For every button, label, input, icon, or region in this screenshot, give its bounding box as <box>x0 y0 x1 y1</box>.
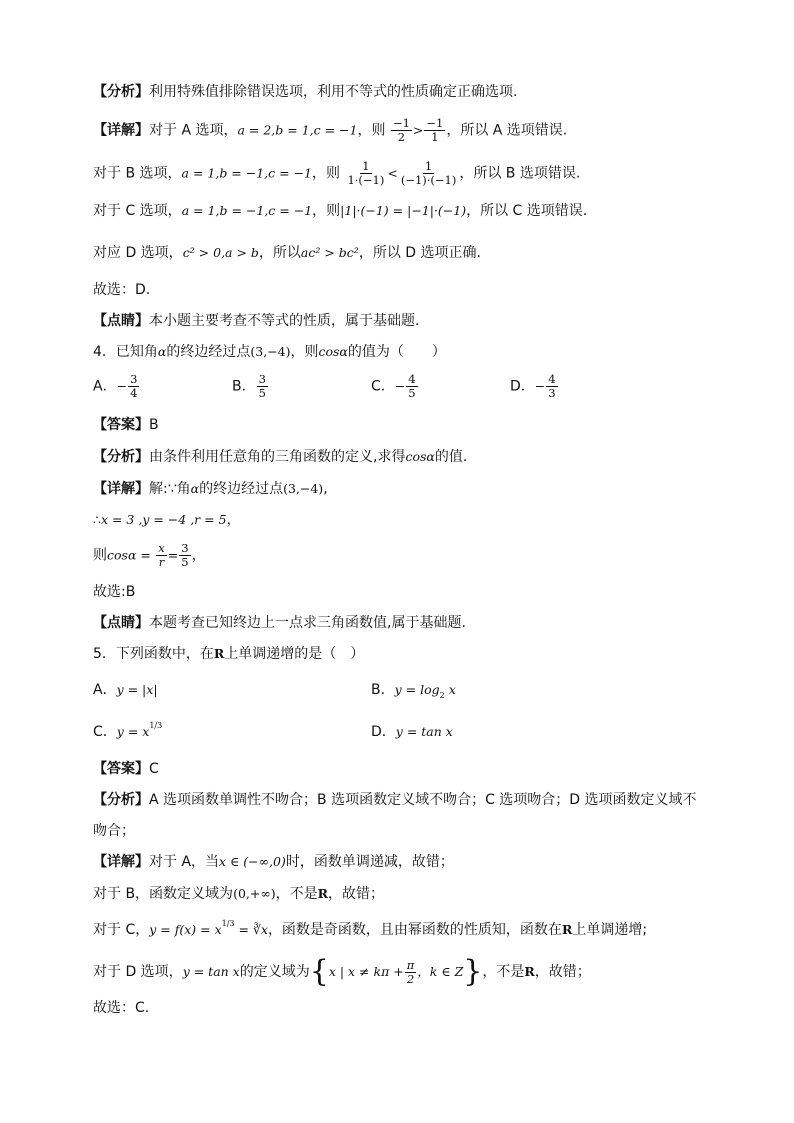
q4-comment-line: 【点睛】本题考查已知终边上一点求三角函数值,属于基础题. <box>93 615 466 631</box>
q3-comment-line: 【点睛】本小题主要考查不等式的性质，属于基础题. <box>93 313 420 329</box>
left-brace: { <box>309 954 329 989</box>
q5-detail-d-line: 对于 D 选项，y = tan x的定义域为{x | x ≠ kπ + $\frac{\pi}{2}$ ，k ∈ Z}，不是R，故错； <box>93 954 591 989</box>
q5-detail-b-line: 对于 B，函数定义域为(0,+∞)，不是R，故错； <box>93 886 385 902</box>
q5-analysis-line1: 【分析】A 选项函数单调性不吻合；B 选项函数定义域不吻合；C 选项吻合；D 选项函数定义域不 <box>93 792 697 808</box>
comment-tag: 【点睛】 <box>93 313 149 329</box>
q5-detail-c-line: 对于 C，$y = f(x) = x^{1/3}$ = ∛x，函数是奇函数，且由幂函数的性质知，函数在R上单调递增; <box>93 919 648 938</box>
q4-xyr-line: ∴x = 3 ,y = −4 ,r = 5， <box>93 512 241 528</box>
q4-option-a: A．− $\frac{3}{4}$ <box>93 372 138 400</box>
q5-option-b: B．$y = \log_2 x$ <box>371 682 456 700</box>
q5-answer-line: 【答案】C <box>93 761 159 777</box>
q5-choose: 故选：C. <box>93 1000 150 1016</box>
q3-analysis-line: 【分析】利用特殊值排除错误选项，利用不等式的性质确定正确选项. <box>93 84 518 100</box>
q5-stem: 5．下列函数中，在R上单调递增的是（ ） <box>93 646 365 662</box>
q4-detail-line: 【详解】解:∵角α的终边经过点(3,−4), <box>93 481 328 497</box>
q5-analysis-line2: 吻合； <box>93 823 135 839</box>
fraction: $\frac{-1}{1}$ <box>426 116 444 144</box>
right-brace: } <box>463 954 483 989</box>
q3-detail-d-line: 对应 D 选项，c² > 0,a > b，所以ac² > bc²，所以 D 选项正确. <box>93 245 481 261</box>
q4-stem: 4．已知角α的终边经过点(3,−4)，则cosα的值为（ ） <box>93 344 446 360</box>
q4-choose: 故选:B <box>93 584 136 600</box>
q3-detail-c-line: 对于 C 选项，a = 1,b = −1,c = −1，则|1|·(−1) = |−1|·(−1)，所以 C 选项错误. <box>93 203 588 219</box>
q5-option-a: A．y = |x| <box>93 682 158 698</box>
q5-option-d: D．y = tan x <box>371 724 453 740</box>
fraction: $\frac{-1}{2}$ <box>392 116 410 144</box>
analysis-tag: 【分析】 <box>93 84 149 100</box>
q4-option-b: B． $\frac{3}{5}$ <box>232 372 266 400</box>
detail-tag: 【详解】 <box>93 122 149 139</box>
q3-detail-b-line: 对于 B 选项，a = 1,b = −1,c = −1，则 $\frac{1}{1\cdot(-1)}$ < $\frac{1}{(-1)\cdot(-1)}$ ，所以 B 选项错误. <box>93 159 581 187</box>
q4-analysis-line: 【分析】由条件利用任意角的三角函数的定义,求得cosα的值. <box>93 449 468 465</box>
q4-cos-line: 则cosα = $\frac{x}{r}$ = $\frac{3}{5}$ ， <box>93 541 206 569</box>
q4-option-c: C．− $\frac{4}{5}$ <box>371 372 416 400</box>
q3-detail-a-line: 【详解】对于 A 选项，a = 2,b = 1,c = −1，则 $\frac{-1}{2}$ > $\frac{-1}{1}$ ，所以 A 选项错误. <box>93 116 568 144</box>
fraction: $\frac{1}{1\cdot(-1)}$ <box>347 159 385 187</box>
q3-answer: 故选：D. <box>93 282 151 298</box>
q4-option-d: D．− $\frac{4}{3}$ <box>510 372 556 400</box>
fraction: $\frac{1}{(-1)\cdot(-1)}$ <box>400 159 457 187</box>
q4-answer-line: 【答案】B <box>93 417 159 433</box>
q5-detail-a-line: 【详解】对于 A，当x ∈ (−∞,0)时，函数单调递减，故错； <box>93 854 454 870</box>
q5-option-c: C．$y = x^{1/3}$ <box>93 721 163 740</box>
